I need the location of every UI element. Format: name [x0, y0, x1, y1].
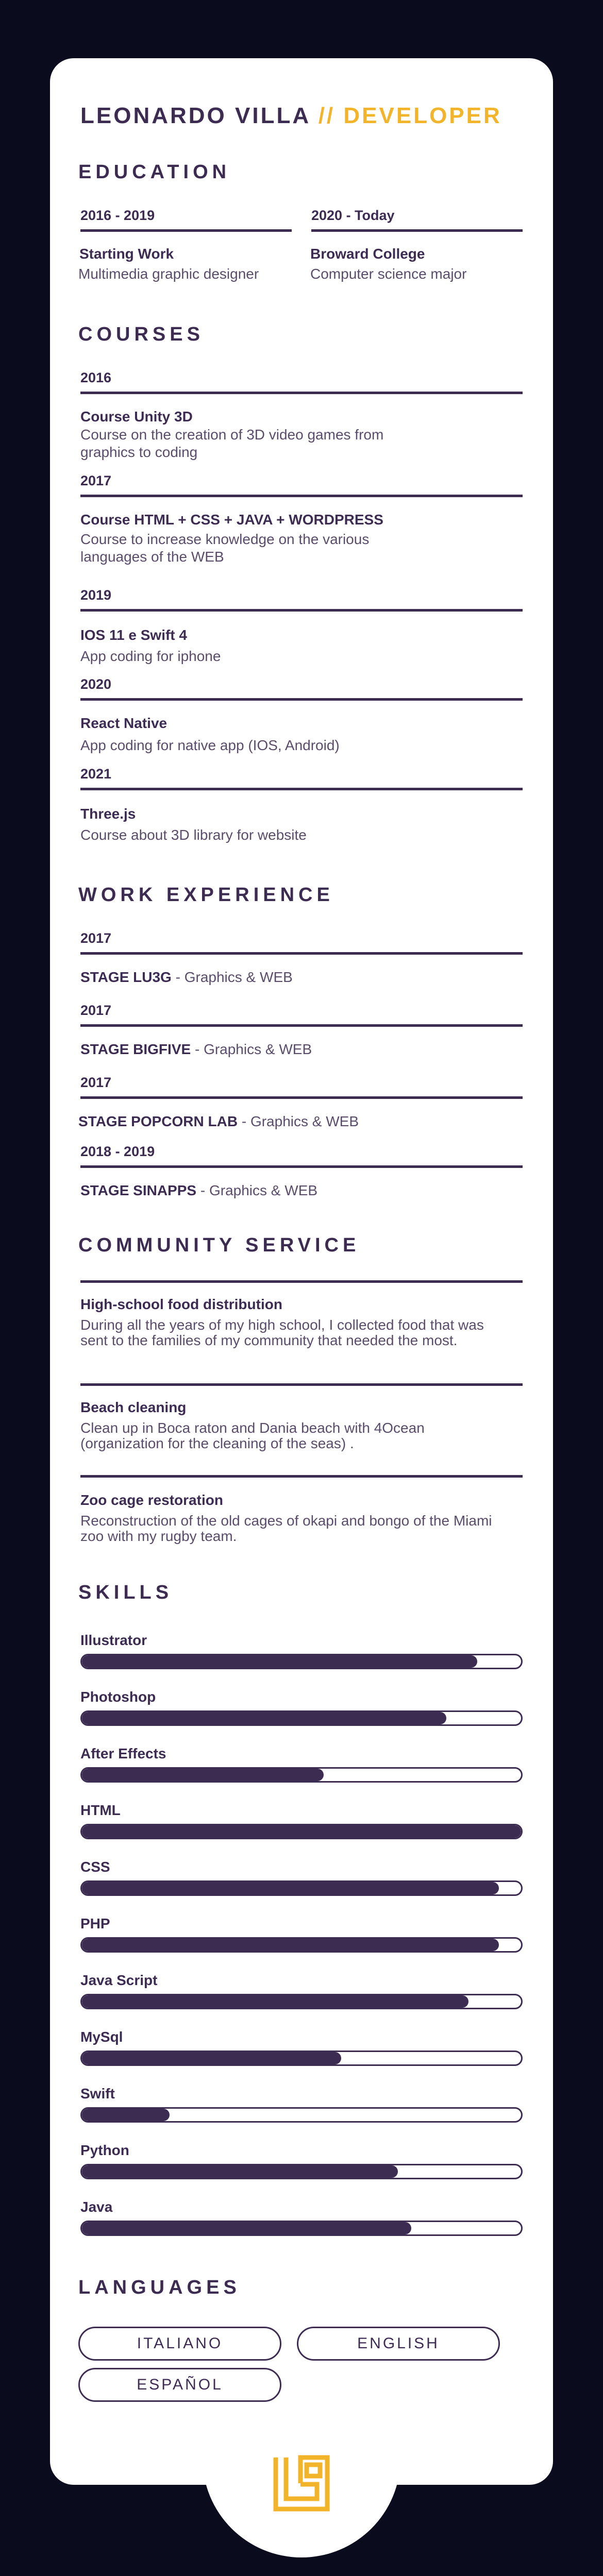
skill-label: CSS: [80, 1859, 110, 1875]
skill-label: Photoshop: [80, 1689, 156, 1705]
skill-level-fill: [82, 2165, 398, 2178]
divider: [311, 229, 523, 232]
course-name: IOS 11 e Swift 4: [80, 627, 187, 643]
divider: [80, 609, 523, 612]
work-title: WORK EXPERIENCE: [78, 884, 334, 906]
divider: [80, 495, 523, 497]
course-description: Course to increase knowledge on the various languages of the WEB: [80, 531, 370, 565]
work-name: STAGE POPCORN LAB: [78, 1113, 238, 1129]
leo-logo-icon: [271, 2452, 332, 2514]
skill-level-bar: [80, 1767, 523, 1783]
work-separator: -: [241, 1113, 247, 1129]
divider: [80, 1475, 523, 1478]
languages-title: LANGUAGES: [78, 2277, 241, 2298]
work-separator: -: [194, 1041, 200, 1057]
skill-level-fill: [82, 1995, 468, 2008]
skill-label: After Effects: [80, 1745, 166, 1761]
education-title: EDUCATION: [78, 161, 231, 183]
work-name: STAGE LU3G: [80, 969, 172, 985]
community-item-name: Beach cleaning: [80, 1399, 187, 1415]
skill-level-fill: [82, 1712, 446, 1724]
divider: [80, 1165, 523, 1168]
work-item: [80, 1182, 317, 1199]
skill-label: HTML: [80, 1802, 121, 1818]
skill-level-bar: [80, 2221, 523, 2236]
work-year: 2017: [80, 930, 112, 946]
language-pill: ITALIANO: [78, 2327, 281, 2361]
community-title: COMMUNITY SERVICE: [78, 1234, 360, 1256]
course-name: Course Unity 3D: [80, 409, 193, 425]
language-pill: ENGLISH: [297, 2327, 500, 2361]
skill-label: Swift: [80, 2086, 115, 2102]
role-text: DEVELOPER: [343, 103, 502, 128]
title-separator: //: [318, 103, 336, 128]
divider: [80, 1096, 523, 1099]
skill-level-fill: [82, 2222, 411, 2234]
courses-title: COURSES: [78, 324, 204, 345]
language-pill: ESPAÑOL: [78, 2368, 281, 2402]
skill-level-bar: [80, 1824, 523, 1839]
skill-level-bar: [80, 1654, 523, 1669]
divider: [80, 698, 523, 701]
education-period: 2020 - Today: [311, 208, 395, 223]
work-year: 2017: [80, 1003, 112, 1018]
divider: [80, 952, 523, 955]
skill-level-bar: [80, 2164, 523, 2179]
skill-level-fill: [82, 1655, 477, 1668]
course-description: Course on the creation of 3D video games from graphics to coding: [80, 427, 384, 460]
education-period: 2016 - 2019: [80, 208, 155, 223]
work-area: Graphics & WEB: [204, 1041, 312, 1057]
divider: [80, 1280, 523, 1283]
course-name: Three.js: [80, 806, 136, 822]
work-item: [80, 969, 293, 986]
skill-level-fill: [82, 2109, 170, 2121]
course-name: Course HTML + CSS + JAVA + WORDPRESS: [80, 512, 383, 528]
education-detail: Multimedia graphic designer: [78, 266, 259, 282]
skill-level-fill: [82, 1939, 499, 1951]
skill-level-bar: [80, 1994, 523, 2009]
skill-level-fill: [82, 2052, 341, 2064]
work-separator: -: [200, 1182, 206, 1198]
course-year: 2017: [80, 473, 112, 488]
community-item-name: Zoo cage restoration: [80, 1492, 223, 1508]
education-heading: Broward College: [310, 246, 425, 262]
skill-level-fill: [82, 1825, 521, 1838]
work-year: 2017: [80, 1075, 112, 1090]
divider: [80, 392, 523, 394]
community-item-description: Reconstruction of the old cages of okapi and bongo of the Miami zoo with my rugby team.: [80, 1513, 492, 1544]
education-detail: Computer science major: [310, 266, 467, 282]
skill-level-bar: [80, 1937, 523, 1953]
work-item: [78, 1113, 359, 1130]
course-description: App coding for native app (IOS, Android): [80, 737, 340, 753]
skill-level-bar: [80, 2107, 523, 2123]
skill-level-bar: [80, 1880, 523, 1896]
course-description: Course about 3D library for website: [80, 827, 307, 843]
course-year: 2019: [80, 587, 112, 603]
skill-label: Java Script: [80, 1972, 158, 1988]
divider: [80, 1024, 523, 1027]
work-item: [80, 1041, 312, 1058]
skill-label: Java: [80, 2199, 113, 2215]
course-name: React Native: [80, 715, 167, 731]
course-year: 2016: [80, 370, 112, 385]
skill-label: Illustrator: [80, 1632, 147, 1648]
course-year: 2020: [80, 676, 112, 692]
work-name: STAGE BIGFIVE: [80, 1041, 191, 1057]
community-item-name: High-school food distribution: [80, 1296, 282, 1312]
work-separator: -: [175, 969, 180, 985]
divider: [80, 229, 292, 232]
skills-title: SKILLS: [78, 1582, 173, 1603]
skill-level-bar: [80, 2050, 523, 2066]
work-year: 2018 - 2019: [80, 1144, 155, 1159]
skill-level-bar: [80, 1710, 523, 1726]
skill-level-fill: [82, 1882, 499, 1894]
course-year: 2021: [80, 766, 112, 782]
divider: [80, 1383, 523, 1386]
work-area: Graphics & WEB: [250, 1113, 359, 1129]
course-description: App coding for iphone: [80, 648, 221, 664]
community-item-description: Clean up in Boca raton and Dania beach with 4Ocean (organization for the cleaning of the seas) .: [80, 1420, 425, 1451]
page-title: [80, 103, 502, 129]
divider: [80, 788, 523, 790]
skill-label: PHP: [80, 1916, 110, 1931]
work-name: STAGE SINAPPS: [80, 1182, 197, 1198]
work-area: Graphics & WEB: [209, 1182, 318, 1198]
skill-label: MySql: [80, 2029, 123, 2045]
education-heading: Starting Work: [79, 246, 174, 262]
community-item-description: During all the years of my high school, I collected food that was sent to the families of my community that needed the most.: [80, 1317, 484, 1348]
skill-level-fill: [82, 1769, 324, 1781]
work-area: Graphics & WEB: [184, 969, 293, 985]
name-text: LEONARDO VILLA: [80, 103, 310, 128]
skill-label: Python: [80, 2142, 129, 2158]
